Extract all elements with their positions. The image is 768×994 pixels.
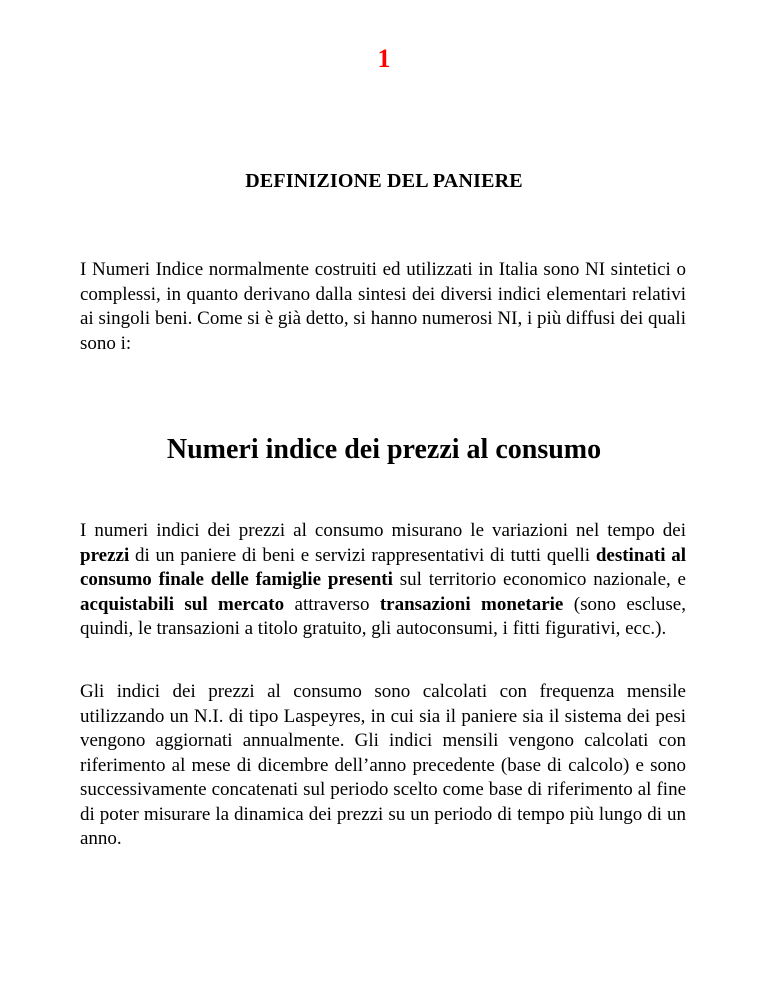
definition-text-3: sul territorio economico nazionale, e [392,569,686,590]
main-heading: Numeri indice dei prezzi al consumo [166,434,602,465]
definition-bold-prezzi: prezzi [80,544,130,566]
method-paragraph: Gli indici dei prezzi al consumo sono calcolati con frequenza mensile utilizzando un N.I. di tipo Laspeyres, in cui sia il paniere sia il sistema dei pesi vengono aggiornati annualmente. Gli indici mensili vengono calcolati con riferimento al mese di dicembre dell’anno precedente (base di calcolo) e sono successivamente concatenati sul periodo scelto come base di riferimento al fine di poter misurare la dinamica dei prezzi su un periodo di tempo più lungo di un anno. [80,681,686,849]
page-number: 1 [377,44,391,73]
definition-paragraph [80,519,686,642]
definition-text-5: (sono escluse, quindi, le transazioni a titolo gratuito, gli autoconsumi, i fitti figurativi, ecc.). [80,593,686,639]
definition-text-1: I numeri indici dei prezzi al consumo misurano le variazioni nel tempo dei [80,520,686,541]
definition-bold-acquistabili: acquistabili sul mercato [80,593,285,615]
definition-bold-consumo-finale: destinati al consumo finale delle famiglie presenti [80,544,687,590]
section-heading: DEFINIZIONE DEL PANIERE [245,170,523,192]
intro-paragraph: I Numeri Indice normalmente costruiti ed utilizzati in Italia sono NI sintetici o complessi, in quanto derivano dalla sintesi dei diversi indici elementari relativi ai singoli beni. Come si è già detto, si hanno numerosi NI, i più diffusi dei quali sono i: [80,259,686,354]
definition-bold-transazioni: transazioni monetarie [379,593,564,615]
definition-text-4: attraverso [284,593,380,615]
definition-text-2: di un paniere di beni e servizi rappresentativi di tutti quelli [129,544,596,566]
